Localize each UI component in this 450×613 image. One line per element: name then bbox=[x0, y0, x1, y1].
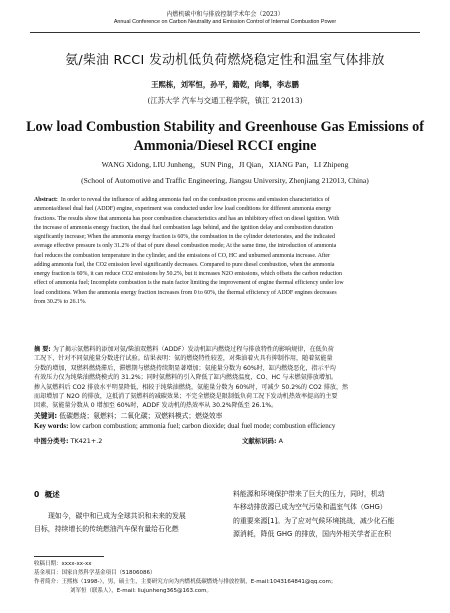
abstract-en-label: Abstract: bbox=[34, 197, 58, 203]
keywords-en-label: Key words: bbox=[34, 422, 69, 430]
abstract-en-line: effect of ammonia fuel; Incomplete combustion is the main factor limiting the improvement of engine thermal efficiency under low bbox=[34, 280, 344, 287]
abstract-cn-line: 工况下，针对不同氨能量分数进行试验。结果表明：氨的燃烧特性较差，对柴油着火具有抑制作用，随着氨能量 bbox=[34, 355, 333, 363]
header-rule bbox=[30, 32, 420, 33]
abstract-cn-line: 分数的增加，双燃料燃烧滞后，滞燃期与燃烧持续期显著增加；氨能量分数为 60%时，缸内燃烧恶化，指示平均 bbox=[34, 364, 336, 372]
section-title: 概述 bbox=[44, 490, 60, 499]
abstract-cn-line: 为了揭示氨燃料的添加对氨/柴油双燃料（ADDF）发动机缸内燃烧过程与排放特性的影响规律，在低负荷 bbox=[52, 346, 334, 353]
abstract-en-line: from 30.2% to 26.1%. bbox=[34, 298, 87, 305]
keywords-en bbox=[34, 422, 416, 430]
abstract-cn bbox=[34, 345, 416, 411]
running-header bbox=[0, 11, 450, 26]
abstract-cn-line: 因素，氨能量分数从 0 增加至 60%时，ADDF 发动机的热效率从 30.2%降低至 26.1%。 bbox=[34, 402, 278, 410]
doc-code-label: 文献标识码: bbox=[242, 437, 277, 445]
section-number: 0 bbox=[34, 490, 40, 499]
abstract-en-line: adding ammonia fuel, the CO2 emission level significantly decreases. Compared to pure diesel combustion, when the ammonia bbox=[34, 261, 335, 268]
footnote-received: 收稿日期：xxxx-xx-xx bbox=[34, 561, 92, 567]
abstract-en-line: load conditions. When the ammonia energy fraction increases from 0 to 60%, the thermal efficiency of ADDF engines decreases bbox=[34, 289, 337, 296]
abstract-en-line: fuel reduces the combustion temperature in the cylinder, and the emissions of CO, HC and unburned ammonia increase. After bbox=[34, 252, 331, 259]
keywords-cn-label: 关键词: bbox=[34, 412, 58, 420]
abstract-cn-line: 而却增加了 N2O 的排放，这抵消了氨燃料的减碳效果；不完全燃烧是限制低负荷工况下发动机热效率提高的主要 bbox=[34, 393, 338, 401]
header-en: Annual Conference on Carbon Neutrality and Emission Control of Internal Combustion Power bbox=[113, 18, 337, 25]
body-line: 车移动排放源已成为空气污染和温室气体（GHG） bbox=[233, 503, 387, 512]
footnotes bbox=[34, 560, 424, 596]
abstract-cn-label: 摘 要: bbox=[34, 346, 51, 353]
body-right-column bbox=[233, 488, 416, 542]
abstract-en-line: the increase of ammonia energy fraction, the dual fuel combustion lags behind, and the ignition delay and combustion duration bbox=[34, 224, 333, 231]
abstract-en-line: ammonia/diesel dual fuel (ADDF) engine, experiment was conducted under low load conditions for different ammonia energy bbox=[34, 206, 332, 213]
abstract-en-line: fractions. The results show that ammonia has poor combustion characteristics and has an inhibitory effect on diesel ignition. With bbox=[34, 215, 340, 222]
footnote-contact: 刘军恒（联系人），E-mail: liujunheng365@163.com。 bbox=[70, 587, 212, 594]
body-line: 的重要来源[1]。为了应对气候环境挑战，减少化石能 bbox=[233, 516, 395, 525]
body-left-column bbox=[34, 510, 217, 537]
authors-cn: 王熙栋，刘军恒，孙平，籍乾，向攀，李志鹏 bbox=[151, 80, 299, 89]
title-en: Low load Combustion Stability and Greenhouse Gas Emissions of Ammonia/Diesel RCCI engine bbox=[26, 119, 424, 154]
abstract-cn-line: 掺入氨燃料后 CO2 排放水平明显降低，相较于纯柴油燃烧，氨能量分数为 60%时，可减少 50.2%的 CO2 排放，然 bbox=[34, 383, 349, 391]
footnote-rule bbox=[34, 556, 104, 557]
abstract-en bbox=[34, 196, 416, 307]
footnote-funding: 基金项目：国家自然科学基金项目（51806086） bbox=[34, 569, 156, 576]
keywords-cn bbox=[34, 410, 416, 420]
body-line: 源消耗，降低 GHG 的排放，国内外相关学者正在积 bbox=[233, 530, 392, 539]
doc-code-value: A bbox=[278, 437, 283, 445]
abstract-en-line: significantly increase; When the ammonia energy fraction is 60%, the combustion in the cylinder deteriorates, and the indicated bbox=[34, 234, 335, 240]
body-line: 目标，持续增长的传统燃油汽车保有量给石化燃 bbox=[34, 525, 179, 534]
footnote-author: 作者简介：王熙栋（1998-），男，硕士生，主要研究方向为内燃机低碳燃烧与排放控制，E-mail:1043164841@qq.com； bbox=[34, 578, 337, 585]
body-line: 料能源和环境保护带来了巨大的压力，同时，机动 bbox=[233, 490, 385, 498]
keywords-en-text: low carbon combustion; ammonia fuel; carbon dioxide; dual fuel mode; combustion efficiency bbox=[70, 422, 336, 430]
keywords-cn-text: 低碳燃烧；氨燃料；二氧化碳；双燃料模式；燃烧效率 bbox=[59, 412, 223, 420]
title-cn: 氨/柴油 RCCI 发动机低负荷燃烧稳定性和温室气体排放 bbox=[65, 53, 385, 68]
body-line: 现如今，碳中和已成为全球共识和未来的发展 bbox=[48, 512, 186, 520]
affiliation-cn: (江苏大学 汽车与交通工程学院，镇江 212013) bbox=[147, 96, 303, 105]
abstract-en-line: average effective pressure is only 31.2% of that of pure diesel combustion mode; At the same time, the introduction of ammonia bbox=[34, 243, 337, 250]
clc-value: TK421+.2 bbox=[70, 437, 103, 445]
header-cn: 内燃机碳中和与排放控制学术年会（2023） bbox=[166, 11, 284, 18]
abstract-en-line: energy fraction is 60%, it can reduce CO2 emissions by 50.2%, but it increases N2O emissions, which offsets the carbon reduction bbox=[34, 271, 342, 277]
abstract-cn-line: 有效压力仅为纯柴油燃烧模式的 31.2%；同时氨燃料的引入降低了缸内燃烧温度，CO、HC 与未燃氨排放增加。 bbox=[34, 374, 338, 382]
section-heading bbox=[34, 489, 60, 500]
abstract-en-line: In order to reveal the influence of adding ammonia fuel on the combustion process and emission characteristics of bbox=[60, 197, 330, 203]
authors-en: WANG Xidong, LIU Junheng，SUN Ping，JI Qian，XIANG Pan，LI Zhipeng bbox=[101, 160, 349, 169]
affiliation-en: (School of Automotive and Traffic Engineering, Jiangsu University, Zhenjiang 212013, China) bbox=[81, 176, 369, 185]
clc-label: 中图分类号: bbox=[34, 437, 69, 445]
